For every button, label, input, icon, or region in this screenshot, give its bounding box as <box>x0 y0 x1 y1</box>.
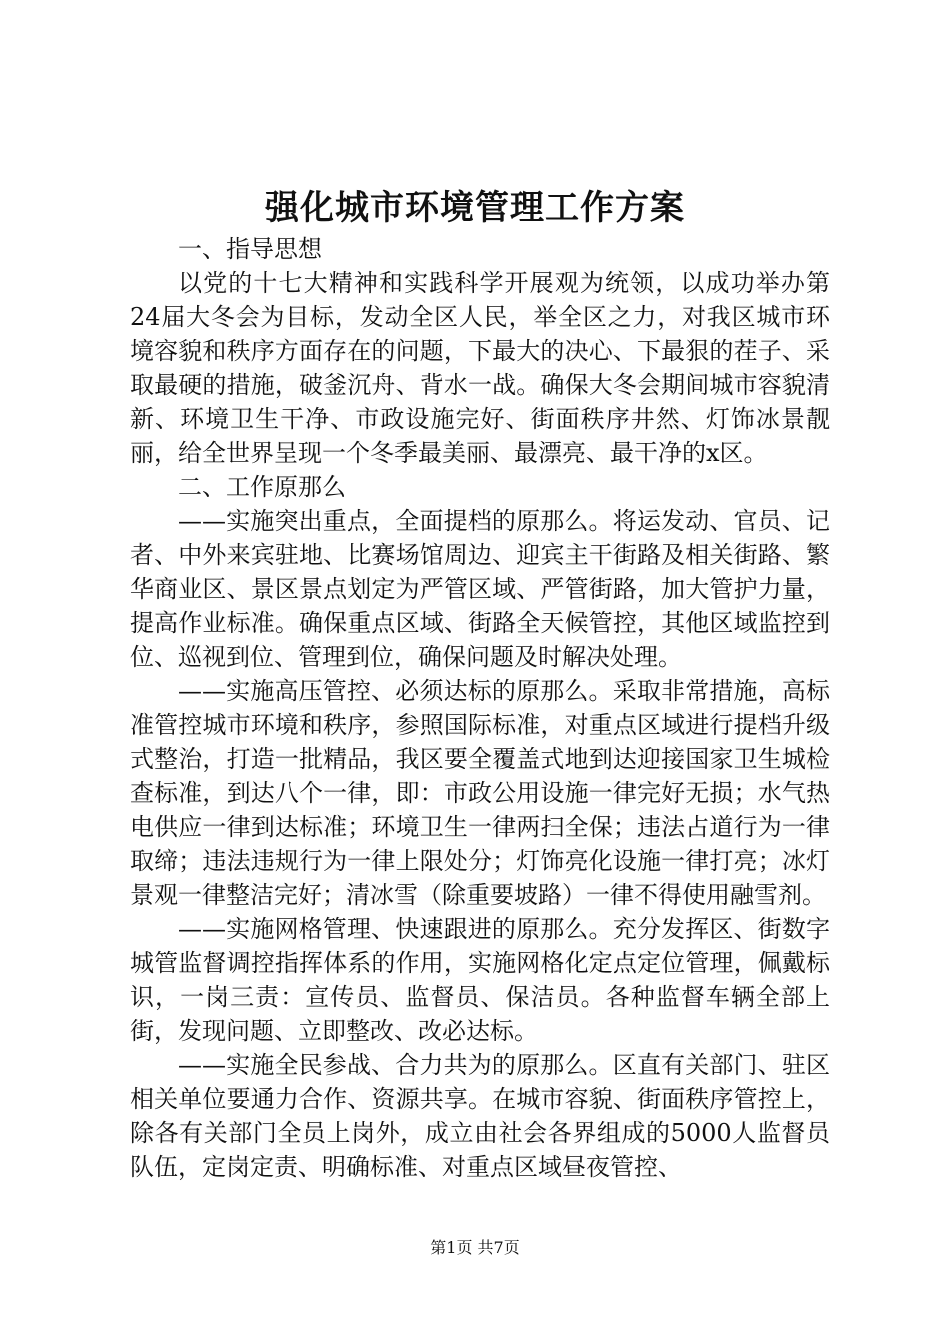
paragraph-principle-high-pressure: ——实施高压管控、必须达标的原那么。采取非常措施，高标准管控城市环境和秩序，参照国际标准，对重点区域进行提档升级式整治，打造一批精品，我区要全覆盖式地到达迎接国家卫生城检查标准，到达八个一律，即：市政公用设施一律完好无损；水气热电供应一律到达标准；环境卫生一律两扫全保；违法占道行为一律取缔；违法违规行为一律上限处分；灯饰亮化设施一律打亮；冰灯景观一律整洁完好；清冰雪（除重要坡路）一律不得使用融雪剂。 <box>130 677 830 909</box>
section-heading-work-principles: 二、工作原那么 <box>178 473 346 501</box>
paragraph-principle-grid-management: ——实施网格管理、快速跟进的原那么。充分发挥区、街数字城管监督调控指挥体系的作用，实施网格化定点定位管理，佩戴标识，一岗三责：宣传员、监督员、保洁员。各种监督车辆全部上街，发现问题、立即整改、改必达标。 <box>130 915 830 1045</box>
section-heading-guiding-ideology: 一、指导思想 <box>178 235 322 263</box>
document-title: 强化城市环境管理工作方案 <box>265 188 685 228</box>
page-number-footer: 第1页 共7页 <box>430 1238 520 1257</box>
paragraph-guiding-ideology: 以党的十七大精神和实践科学开展观为统领，以成功举办第24届大冬会为目标，发动全区人民，举全区之力，对我区城市环境容貌和秩序方面存在的问题，下最大的决心、下最狠的茬子、采取最硬的措施，破釜沉舟、背水一战。确保大冬会期间城市容貌清新、环境卫生干净、市政设施完好、街面秩序井然、灯饰冰景靓丽，给全世界呈现一个冬季最美丽、最漂亮、最干净的x区。 <box>130 269 830 467</box>
paragraph-principle-public-participation: ——实施全民参战、合力共为的原那么。区直有关部门、驻区相关单位要通力合作、资源共享。在城市容貌、街面秩序管控上，除各有关部门全员上岗外，成立由社会各界组成的5000人监督员队伍，定岗定责、明确标准、对重点区域昼夜管控、 <box>130 1051 830 1181</box>
paragraph-principle-key-focus: ——实施突出重点，全面提档的原那么。将运发动、官员、记者、中外来宾驻地、比赛场馆周边、迎宾主干街路及相关街路、繁华商业区、景区景点划定为严管区域、严管街路，加大管护力量，提高作业标准。确保重点区域、街路全天候管控，其他区域监控到位、巡视到位、管理到位，确保问题及时解决处理。 <box>130 507 830 671</box>
document-body <box>130 232 830 1184</box>
